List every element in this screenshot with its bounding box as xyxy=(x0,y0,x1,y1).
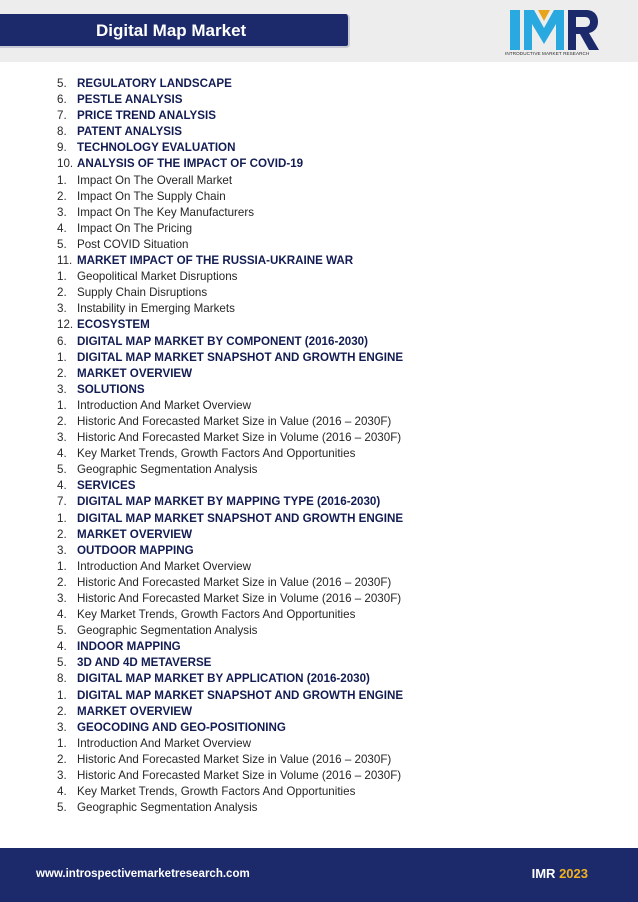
toc-item-title: Historic And Forecasted Market Size in Volume (2016 – 2030F) xyxy=(77,431,402,445)
toc-item-number: 2. xyxy=(57,286,67,300)
page-title: Digital Map Market xyxy=(0,14,350,48)
toc-item-number: 2. xyxy=(57,189,67,203)
toc-item[interactable] xyxy=(0,543,638,559)
toc-item[interactable] xyxy=(0,92,638,108)
toc-item[interactable] xyxy=(0,350,638,366)
footer-url-link[interactable]: www.introspectivemarketresearch.com xyxy=(36,868,250,880)
toc-item-number: 3. xyxy=(57,543,67,557)
toc-item-number: 12. xyxy=(57,318,74,332)
toc-item-title: DIGITAL MAP MARKET BY MAPPING TYPE (2016-2030) xyxy=(77,495,381,509)
toc-item[interactable] xyxy=(0,285,638,301)
footer-brand xyxy=(532,866,588,881)
toc-item-title: Historic And Forecasted Market Size in Value (2016 – 2030F) xyxy=(77,414,392,428)
toc-item-title: OUTDOOR MAPPING xyxy=(77,543,194,557)
toc-item-number: 2. xyxy=(57,704,67,718)
toc-item[interactable] xyxy=(0,752,638,768)
toc-item-title: Historic And Forecasted Market Size in Volume (2016 – 2030F) xyxy=(77,592,402,605)
toc-item[interactable] xyxy=(0,607,638,623)
toc-item-title: GEOCODING AND GEO-POSITIONING xyxy=(77,720,286,734)
toc-item[interactable] xyxy=(0,76,638,92)
toc-item-title: Impact On The Overall Market xyxy=(77,173,233,187)
toc-item[interactable] xyxy=(0,688,638,704)
toc-item-number: 2. xyxy=(57,366,67,380)
toc-item-title: Impact On The Pricing xyxy=(77,221,193,235)
toc-item-number: 3. xyxy=(57,205,67,219)
toc-item-number: 1. xyxy=(57,173,67,187)
toc-item-number: 5. xyxy=(57,801,67,815)
toc-item[interactable] xyxy=(0,527,638,543)
toc-item-title: MARKET OVERVIEW xyxy=(77,704,193,718)
toc-item-number: 2. xyxy=(57,752,67,766)
toc-item[interactable] xyxy=(0,575,638,591)
toc-item-number: 10. xyxy=(57,157,74,171)
toc-item[interactable] xyxy=(0,800,638,816)
toc-item[interactable] xyxy=(0,140,638,156)
toc-item-number: 1. xyxy=(57,350,67,364)
toc-item-number: 2. xyxy=(57,527,67,541)
toc-item-title: ECOSYSTEM xyxy=(77,318,150,332)
toc-item[interactable] xyxy=(0,334,638,350)
toc-item-title: Historic And Forecasted Market Size in Value (2016 – 2030F) xyxy=(77,575,392,589)
toc-item[interactable] xyxy=(0,784,638,800)
toc-item[interactable] xyxy=(0,559,638,575)
toc-item[interactable] xyxy=(0,623,638,639)
toc-item[interactable] xyxy=(0,639,638,655)
toc-item-title: Instability in Emerging Markets xyxy=(77,302,235,316)
toc-item-number: 8. xyxy=(57,125,67,139)
toc-item-number: 5. xyxy=(57,237,67,251)
toc-item-title: Introduction And Market Overview xyxy=(77,559,251,573)
toc-item-title: Key Market Trends, Growth Factors And Opportunities xyxy=(77,447,356,461)
toc-item-title: PRICE TREND ANALYSIS xyxy=(77,109,216,123)
toc-item-number: 11. xyxy=(57,254,73,268)
toc-item-title: SOLUTIONS xyxy=(77,382,145,396)
toc-item-title: 3D AND 4D METAVERSE xyxy=(77,656,212,670)
toc-item-title: Historic And Forecasted Market Size in Value (2016 – 2030F) xyxy=(77,752,392,766)
toc-item[interactable] xyxy=(0,591,638,607)
toc-item-title: INDOOR MAPPING xyxy=(77,640,181,654)
toc-item-title: Impact On The Supply Chain xyxy=(77,189,226,203)
toc-item-title: Impact On The Key Manufacturers xyxy=(77,205,254,219)
toc-item[interactable] xyxy=(0,156,638,172)
toc-item-title: REGULATORY LANDSCAPE xyxy=(77,77,232,90)
toc-item-number: 4. xyxy=(57,640,67,654)
toc-item[interactable] xyxy=(0,511,638,527)
toc-item-number: 4. xyxy=(57,479,67,493)
toc-item[interactable] xyxy=(0,382,638,398)
toc-item-number: 5. xyxy=(57,624,67,638)
footer-year: 2023 xyxy=(559,866,588,881)
toc-item-title: DIGITAL MAP MARKET BY COMPONENT (2016-2030) xyxy=(77,334,368,348)
toc-item-title: Key Market Trends, Growth Factors And Opportunities xyxy=(77,785,356,799)
toc-item-number: 5. xyxy=(57,463,67,477)
toc-item-number: 1. xyxy=(57,270,67,284)
toc-item[interactable] xyxy=(0,366,638,382)
toc-item[interactable] xyxy=(0,704,638,720)
toc-item-number: 3. xyxy=(57,592,67,605)
toc-item-title: PATENT ANALYSIS xyxy=(77,125,182,139)
toc-item-title: MARKET OVERVIEW xyxy=(77,366,193,380)
table-of-contents xyxy=(0,76,638,816)
toc-item[interactable] xyxy=(0,671,638,687)
toc-item[interactable] xyxy=(0,237,638,253)
toc-item[interactable] xyxy=(0,414,638,430)
toc-item[interactable] xyxy=(0,253,638,269)
toc-item-number: 5. xyxy=(57,656,67,670)
toc-item-number: 1. xyxy=(57,736,67,750)
toc-item-number: 1. xyxy=(57,688,67,702)
toc-item-number: 7. xyxy=(57,495,67,509)
toc-item-number: 8. xyxy=(57,672,67,686)
toc-item-number: 6. xyxy=(57,334,67,348)
footer-brand-name: IMR xyxy=(531,866,556,881)
toc-item[interactable] xyxy=(0,462,638,478)
toc-item-title: SERVICES xyxy=(77,479,136,493)
toc-item[interactable] xyxy=(0,736,638,752)
toc-item[interactable] xyxy=(0,301,638,317)
toc-item-title: ANALYSIS OF THE IMPACT OF COVID-19 xyxy=(77,157,304,171)
toc-item[interactable] xyxy=(0,124,638,140)
toc-item-number: 4. xyxy=(57,221,67,235)
toc-item-title: Post COVID Situation xyxy=(77,237,189,251)
toc-item-number: 6. xyxy=(57,93,67,107)
toc-item[interactable] xyxy=(0,189,638,205)
toc-item-title: Supply Chain Disruptions xyxy=(77,286,208,300)
toc-item-title: Geopolitical Market Disruptions xyxy=(77,270,238,284)
toc-item[interactable] xyxy=(0,398,638,414)
toc-item-number: 9. xyxy=(57,141,67,155)
toc-item-title: MARKET OVERVIEW xyxy=(77,527,193,541)
toc-item-number: 3. xyxy=(57,431,67,445)
toc-item-title: MARKET IMPACT OF THE RUSSIA-UKRAINE WAR xyxy=(77,254,354,268)
toc-item-title: Introduction And Market Overview xyxy=(77,736,251,750)
toc-item[interactable] xyxy=(0,221,638,237)
toc-item-title: TECHNOLOGY EVALUATION xyxy=(77,141,236,155)
toc-item-title: DIGITAL MAP MARKET SNAPSHOT AND GROWTH ENGINE xyxy=(77,688,404,702)
toc-item[interactable] xyxy=(0,446,638,462)
toc-item-number: 1. xyxy=(57,559,67,573)
logo-caption: INTRODUCTIVE MARKET RESEARCH xyxy=(505,51,590,56)
toc-item-title: Geographic Segmentation Analysis xyxy=(77,801,258,815)
toc-item-number: 1. xyxy=(57,398,67,412)
toc-item-title: Introduction And Market Overview xyxy=(77,398,251,412)
logo-letter-r xyxy=(568,10,599,50)
toc-item-title: PESTLE ANALYSIS xyxy=(77,93,183,107)
toc-item-title: DIGITAL MAP MARKET SNAPSHOT AND GROWTH ENGINE xyxy=(77,511,404,525)
toc-item[interactable] xyxy=(0,173,638,189)
toc-item[interactable] xyxy=(0,317,638,333)
logo-accent xyxy=(538,10,550,21)
toc-item[interactable] xyxy=(0,269,638,285)
toc-item[interactable] xyxy=(0,108,638,124)
toc-item-number: 7. xyxy=(57,109,67,123)
toc-item-number: 3. xyxy=(57,769,67,783)
toc-item-number: 5. xyxy=(57,77,67,90)
toc-item-number: 4. xyxy=(57,447,67,461)
toc-item-number: 3. xyxy=(57,302,67,316)
toc-item-number: 1. xyxy=(57,511,67,525)
toc-item-title: DIGITAL MAP MARKET SNAPSHOT AND GROWTH ENGINE xyxy=(77,350,404,364)
footer-band xyxy=(0,848,638,902)
toc-item-number: 2. xyxy=(57,575,67,589)
toc-item-number: 2. xyxy=(57,414,67,428)
toc-item-number: 4. xyxy=(57,608,67,622)
toc-item-title: Geographic Segmentation Analysis xyxy=(77,463,258,477)
toc-item[interactable] xyxy=(0,494,638,510)
toc-item[interactable] xyxy=(0,430,638,446)
toc-item[interactable] xyxy=(0,720,638,736)
toc-item-number: 4. xyxy=(57,785,67,799)
toc-item[interactable] xyxy=(0,205,638,221)
toc-item[interactable] xyxy=(0,478,638,494)
toc-item-title: DIGITAL MAP MARKET BY APPLICATION (2016-2030) xyxy=(77,672,370,686)
toc-item-title: Geographic Segmentation Analysis xyxy=(77,624,258,638)
toc-item-title: Key Market Trends, Growth Factors And Opportunities xyxy=(77,608,356,622)
toc-item-title: Historic And Forecasted Market Size in Volume (2016 – 2030F) xyxy=(77,769,402,783)
logo-letter-i xyxy=(510,10,520,50)
toc-item[interactable] xyxy=(0,768,638,784)
toc-item[interactable] xyxy=(0,655,638,671)
toc-item-number: 3. xyxy=(57,382,67,396)
toc-item-number: 3. xyxy=(57,720,67,734)
